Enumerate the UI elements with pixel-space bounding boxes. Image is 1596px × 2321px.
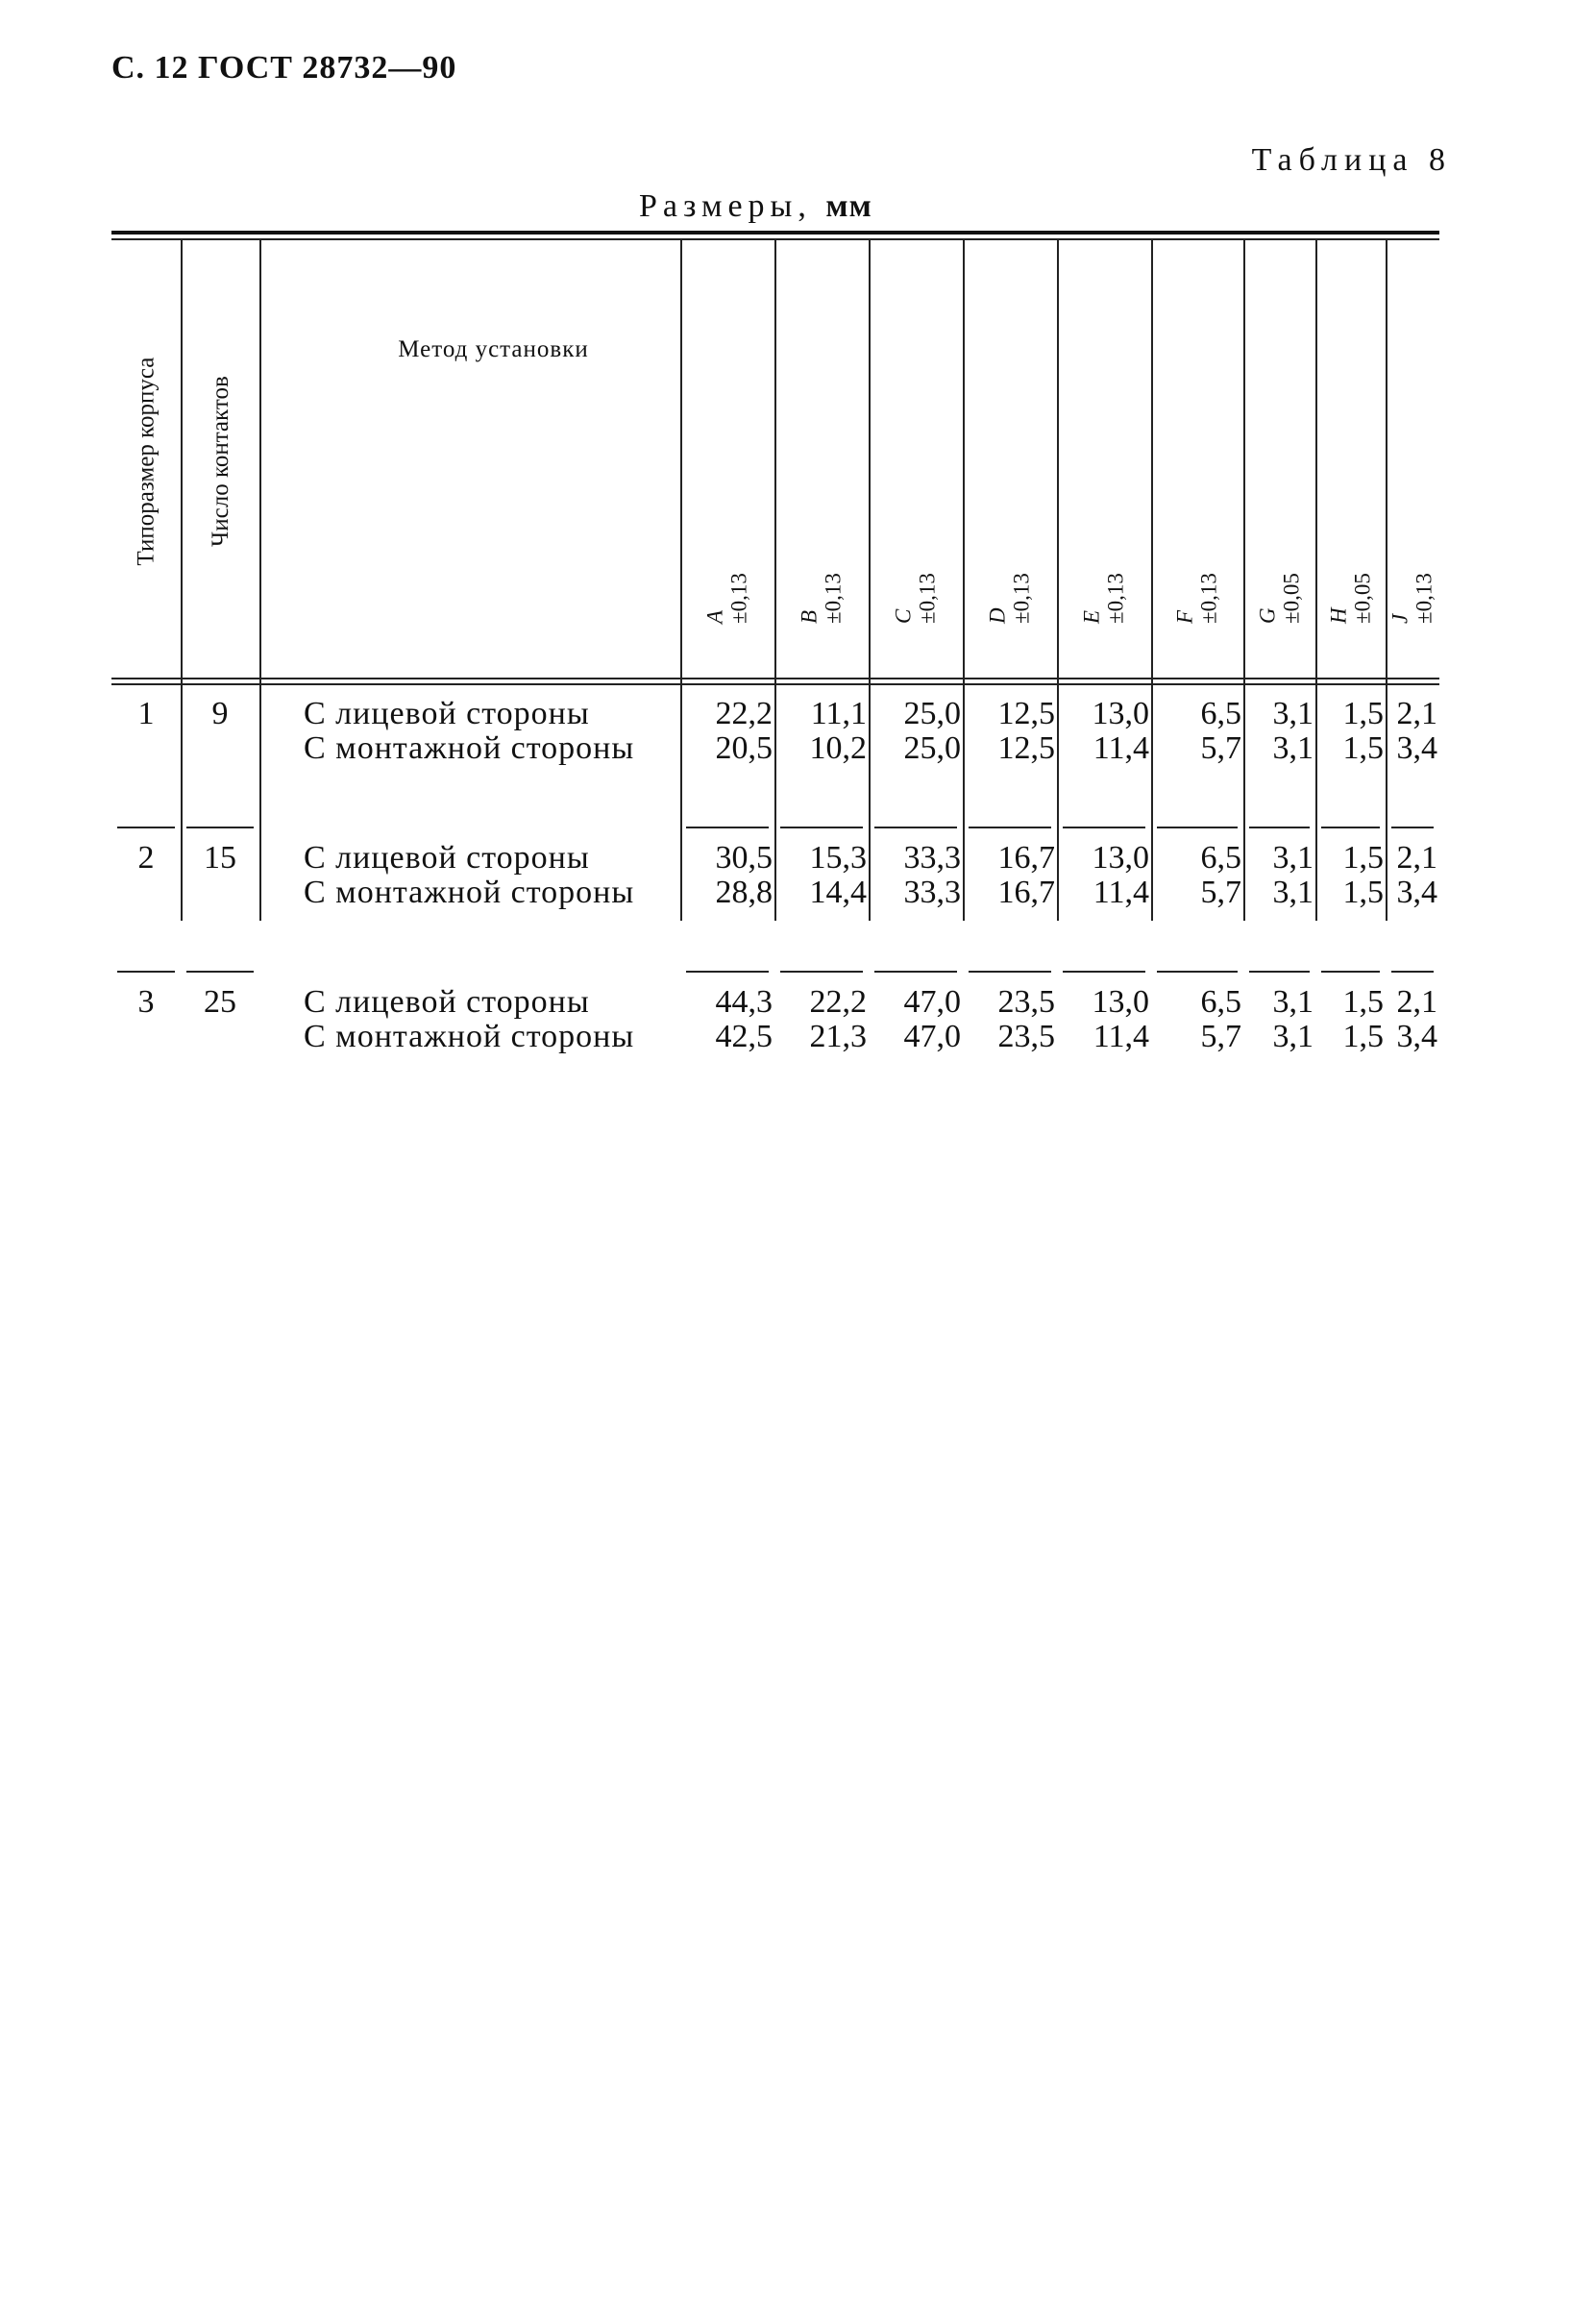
row-separator [1321, 827, 1380, 828]
row-separator [1391, 971, 1434, 973]
header-size [111, 250, 181, 673]
cell-value: 6,5 [1200, 696, 1241, 731]
cell-contacts: 9 [211, 696, 229, 731]
header-dim-d [963, 471, 1057, 673]
header-dim-label [1173, 574, 1222, 625]
cell-value: 1,5 [1342, 696, 1384, 731]
cell-size: 2 [137, 840, 155, 876]
cell-value: 5,7 [1200, 730, 1241, 766]
cell-value: 23,5 [997, 1019, 1055, 1054]
row-separator [874, 827, 957, 828]
header-dim-label [703, 574, 752, 625]
cell-contacts: 15 [204, 840, 236, 876]
cell-value: 1,5 [1342, 984, 1384, 1020]
header-dim-label [1326, 574, 1375, 625]
header-dim-label [1255, 574, 1304, 625]
cell-value: 21,3 [809, 1019, 867, 1054]
cell-value: 25,0 [903, 730, 961, 766]
row-separator [1157, 827, 1238, 828]
header-dim-symbol: H [1326, 607, 1351, 625]
cell-value: 6,5 [1200, 984, 1241, 1020]
header-dim-tolerance: ±0,13 [727, 573, 751, 625]
cell-method: С лицевой стороны [304, 984, 590, 1020]
cell-size: 1 [137, 696, 155, 731]
cell-value: 13,0 [1092, 840, 1149, 876]
header-dim-a [680, 471, 774, 673]
cell-value: 16,7 [997, 875, 1055, 910]
header-dim-c [869, 471, 963, 673]
row-separator [1249, 827, 1310, 828]
cell-method: С монтажной стороны [304, 875, 635, 910]
header-dim-tolerance: ±0,13 [1412, 573, 1436, 625]
cell-value: 22,2 [715, 696, 773, 731]
header-dim-label [1388, 574, 1437, 625]
header-dim-g [1243, 471, 1315, 673]
cell-value: 20,5 [715, 730, 773, 766]
header-dim-symbol: D [985, 607, 1010, 625]
row-separator [1249, 971, 1310, 973]
row-separator [1321, 971, 1380, 973]
cell-value: 3,4 [1396, 730, 1437, 766]
cell-value: 1,5 [1342, 730, 1384, 766]
row-separator [686, 827, 769, 828]
cell-value: 16,7 [997, 840, 1055, 876]
page-header: С. 12 ГОСТ 28732—90 [111, 50, 457, 86]
row-separator [969, 827, 1051, 828]
row-separator [874, 971, 957, 973]
row-separator [780, 971, 863, 973]
cell-value: 6,5 [1200, 840, 1241, 876]
cell-value: 5,7 [1200, 875, 1241, 910]
units-caption [639, 188, 872, 225]
cell-method: С лицевой стороны [304, 696, 590, 731]
header-dim-symbol: G [1255, 607, 1280, 625]
header-dim-label [892, 574, 941, 625]
cell-value: 12,5 [997, 696, 1055, 731]
cell-value: 22,2 [809, 984, 867, 1020]
cell-value: 3,1 [1272, 696, 1314, 731]
header-dim-symbol: B [797, 610, 822, 625]
cell-value: 2,1 [1396, 696, 1437, 731]
cell-value: 11,4 [1093, 730, 1149, 766]
row-separator [117, 827, 175, 828]
cell-method: С монтажной стороны [304, 730, 635, 766]
row-separator [186, 827, 254, 828]
cell-value: 28,8 [715, 875, 773, 910]
header-dim-symbol: C [891, 609, 916, 625]
cell-value: 3,4 [1396, 1019, 1437, 1054]
cell-value: 2,1 [1396, 840, 1437, 876]
header-dim-symbol: A [702, 610, 727, 625]
cell-value: 5,7 [1200, 1019, 1241, 1054]
cell-value: 1,5 [1342, 840, 1384, 876]
cell-value: 47,0 [903, 984, 961, 1020]
cell-value: 47,0 [903, 1019, 961, 1054]
header-method: Метод установки [398, 336, 589, 362]
header-dim-b [774, 471, 869, 673]
header-dim-j [1386, 471, 1439, 673]
row-separator [1157, 971, 1238, 973]
cell-value: 44,3 [715, 984, 773, 1020]
header-dim-tolerance: ±0,13 [1010, 573, 1034, 625]
cell-value: 3,1 [1272, 1019, 1314, 1054]
cell-value: 25,0 [903, 696, 961, 731]
header-dim-tolerance: ±0,13 [916, 573, 940, 625]
header-dim-tolerance: ±0,05 [1279, 573, 1304, 625]
row-separator [686, 971, 769, 973]
header-dim-tolerance: ±0,13 [1104, 573, 1128, 625]
row-separator [117, 971, 175, 973]
row-separator [969, 971, 1051, 973]
row-separator [780, 827, 863, 828]
cell-value: 3,1 [1272, 730, 1314, 766]
cell-value: 10,2 [809, 730, 867, 766]
dimensions-table [111, 231, 1439, 1054]
header-dim-label [1080, 574, 1129, 625]
header-dim-e [1057, 471, 1151, 673]
row-separator [1063, 971, 1145, 973]
cell-value: 33,3 [903, 875, 961, 910]
row-separator [1391, 827, 1434, 828]
table-label: Таблица 8 [1251, 142, 1452, 178]
header-dim-tolerance: ±0,05 [1350, 573, 1375, 625]
header-dim-label [798, 574, 847, 625]
cell-value: 11,4 [1093, 875, 1149, 910]
units-caption-prefix: Размеры, [639, 188, 812, 224]
cell-value: 11,4 [1093, 1019, 1149, 1054]
cell-value: 3,4 [1396, 875, 1437, 910]
cell-value: 3,1 [1272, 875, 1314, 910]
cell-method: С монтажной стороны [304, 1019, 635, 1054]
cell-value: 13,0 [1092, 984, 1149, 1020]
row-separator [1063, 827, 1145, 828]
cell-method: С лицевой стороны [304, 840, 590, 876]
column-divider [181, 240, 183, 921]
header-dim-symbol: J [1387, 614, 1412, 625]
cell-value: 30,5 [715, 840, 773, 876]
units-caption-unit: мм [825, 188, 872, 224]
cell-value: 11,1 [810, 696, 867, 731]
row-separator [186, 971, 254, 973]
header-dim-tolerance: ±0,13 [1197, 573, 1221, 625]
cell-value: 23,5 [997, 984, 1055, 1020]
table-top-rule [111, 231, 1439, 235]
cell-value: 3,1 [1272, 984, 1314, 1020]
header-dim-tolerance: ±0,13 [822, 573, 846, 625]
header-dim-h [1315, 471, 1386, 673]
cell-size: 3 [137, 984, 155, 1020]
cell-value: 1,5 [1342, 875, 1384, 910]
cell-contacts: 25 [204, 984, 236, 1020]
header-dim-symbol: F [1172, 610, 1197, 625]
cell-value: 1,5 [1342, 1019, 1384, 1054]
header-dim-f [1151, 471, 1243, 673]
header-dim-label [986, 574, 1035, 625]
header-contacts [183, 250, 259, 673]
cell-value: 2,1 [1396, 984, 1437, 1020]
header-dim-symbol: E [1079, 610, 1104, 625]
header-contacts-label: Число контактов [207, 376, 233, 547]
cell-value: 3,1 [1272, 840, 1314, 876]
column-divider [259, 240, 261, 921]
cell-value: 12,5 [997, 730, 1055, 766]
cell-value: 13,0 [1092, 696, 1149, 731]
cell-value: 14,4 [809, 875, 867, 910]
cell-value: 33,3 [903, 840, 961, 876]
header-size-label: Типоразмер корпуса [132, 357, 159, 566]
cell-value: 15,3 [809, 840, 867, 876]
cell-value: 42,5 [715, 1019, 773, 1054]
